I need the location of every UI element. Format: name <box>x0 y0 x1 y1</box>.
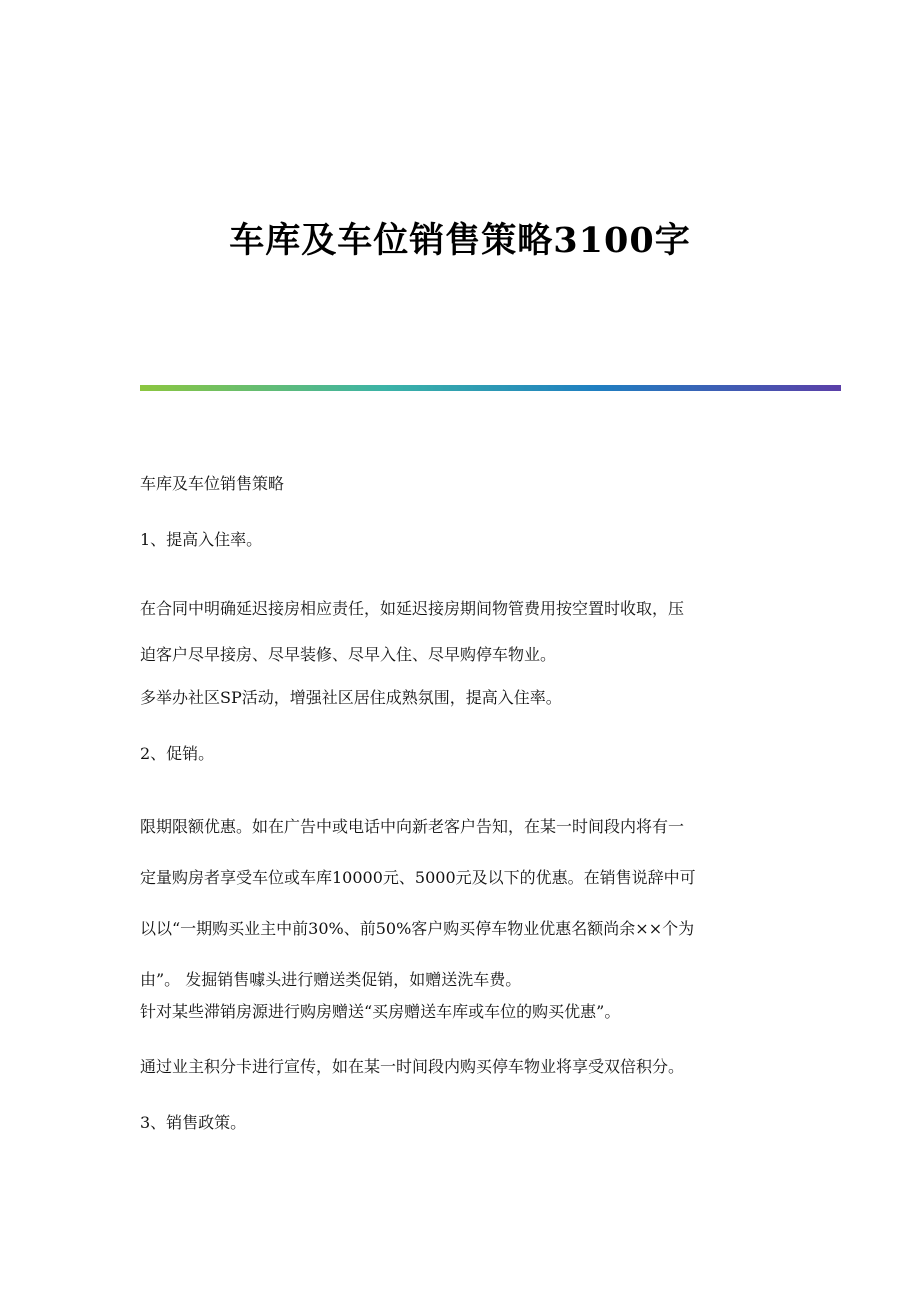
paragraph-line: 通过业主积分卡进行宣传，如在某一时间段内购买停车物业将享受双倍积分。 <box>140 1057 685 1076</box>
document-title: 车库及车位销售策略3100字 <box>229 220 691 261</box>
paragraph <box>140 744 780 764</box>
paragraph-line: 多举办社区SP活动，增强社区居住成熟氛围，提高入住率。 <box>140 688 562 707</box>
paragraph <box>140 474 780 494</box>
paragraph-line: 限期限额优惠。如在广告中或电话中向新老客户告知，在某一时间段内将有一 <box>140 817 685 836</box>
paragraph-line: 由”。 发掘销售噱头进行赠送类促销，如赠送洗车费。 <box>140 970 522 989</box>
paragraph-line: 2、促销。 <box>140 744 215 763</box>
paragraph <box>140 1002 780 1022</box>
paragraph-line: 1、提高入住率。 <box>140 530 263 549</box>
paragraph-line: 车库及车位销售策略 <box>140 474 285 493</box>
paragraph-line: 针对某些滞销房源进行购房赠送“买房赠送车库或车位的购买优惠”。 <box>140 1002 621 1021</box>
paragraph <box>140 1057 780 1077</box>
paragraph-line: 定量购房者享受车位或车库10000元、5000元及以下的优惠。在销售说辞中可 <box>140 868 696 887</box>
paragraph <box>140 530 780 550</box>
paragraph-line: 迫客户尽早接房、尽早装修、尽早入住、尽早购停车物业。 <box>140 645 557 664</box>
paragraph-line: 以以“一期购买业主中前30%、前50%客户购买停车物业优惠名额尚余××个为 <box>140 919 695 938</box>
paragraph <box>140 688 780 708</box>
paragraph-line: 3、销售政策。 <box>140 1113 247 1132</box>
paragraph-line: 在合同中明确延迟接房相应责任，如延迟接房期间物管费用按空置时收取，压 <box>140 599 685 618</box>
paragraph <box>140 1113 780 1133</box>
paragraph <box>140 586 780 678</box>
paragraph <box>140 801 780 1005</box>
title-divider <box>140 385 841 391</box>
